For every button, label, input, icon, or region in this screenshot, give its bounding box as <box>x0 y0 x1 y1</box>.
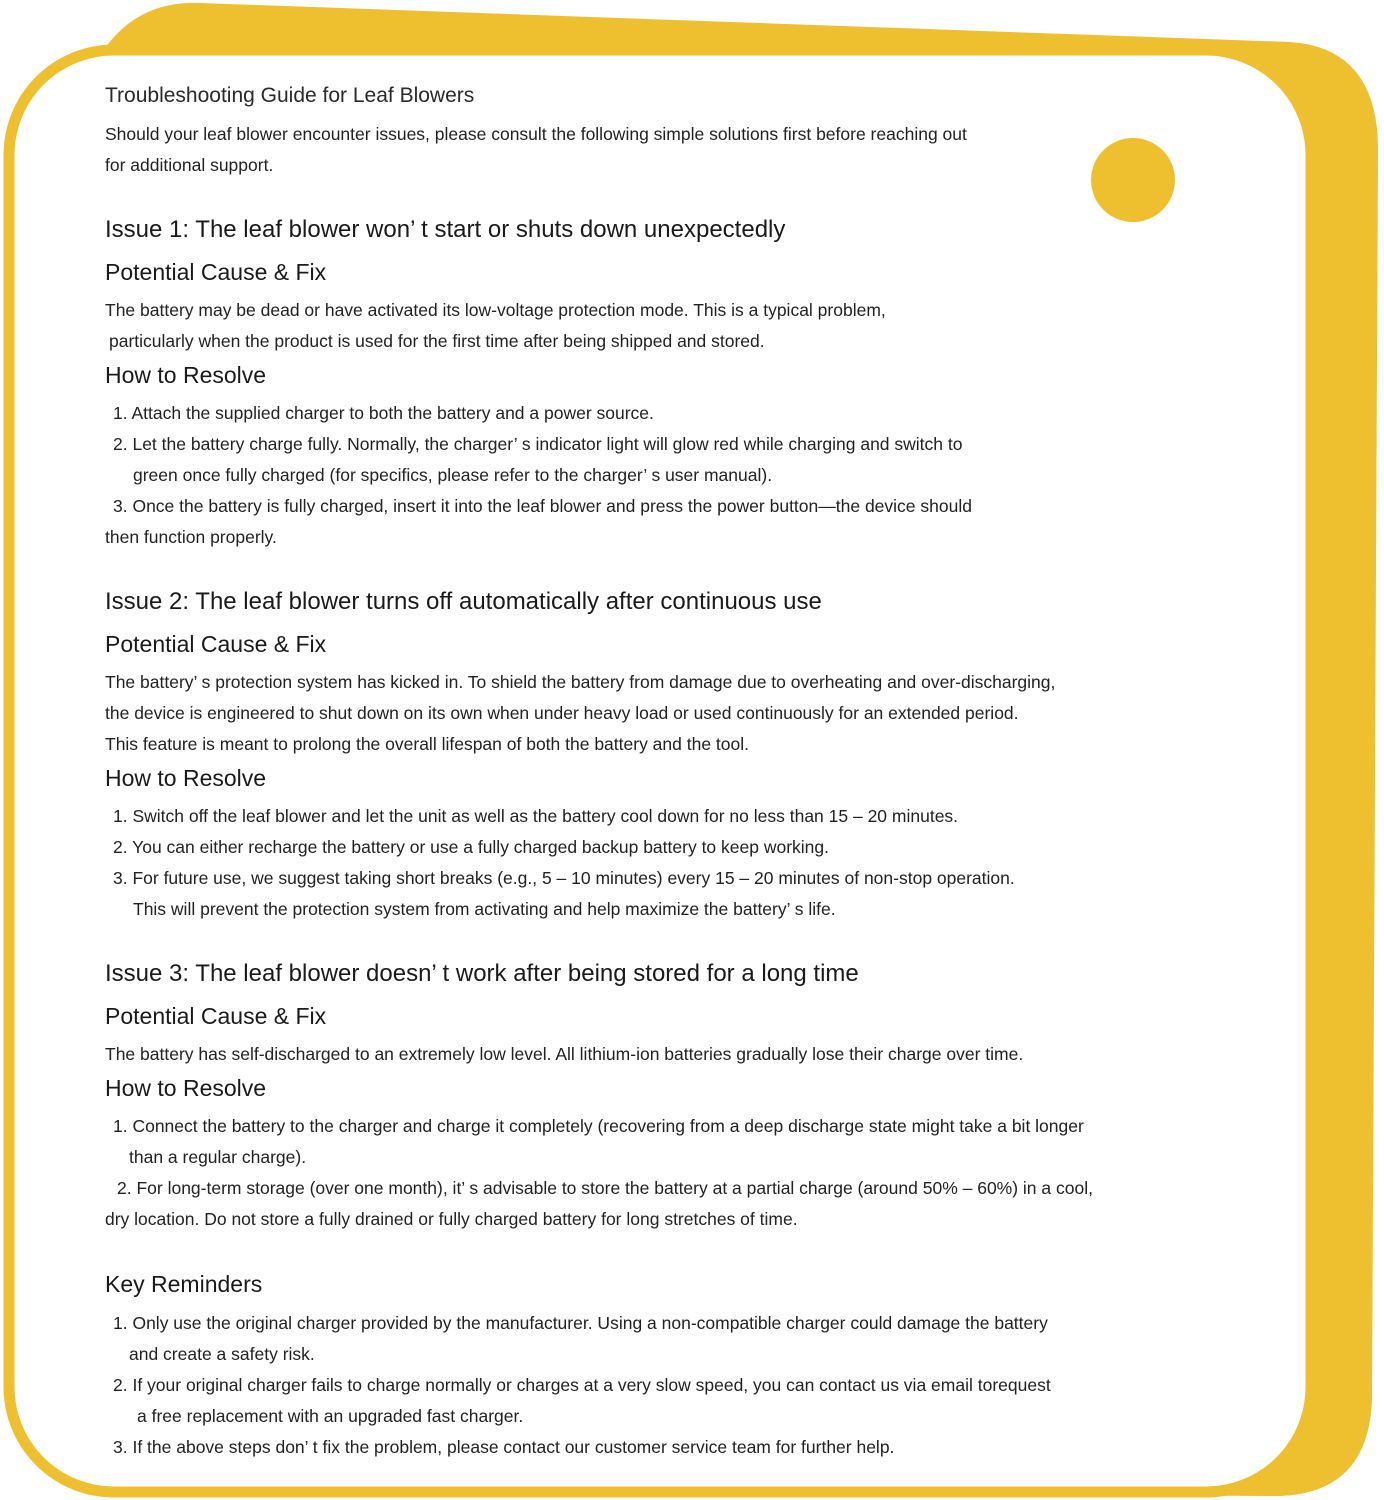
issue1-step: then function properly. <box>105 527 277 547</box>
reminder-item: 1. Only use the original charger provided by the manufacturer. Using a non-compatible charger could damage the battery <box>113 1313 1048 1333</box>
issue2-step: 2. You can either recharge the battery or use a fully charged backup battery to keep working. <box>113 837 829 857</box>
intro-line: for additional support. <box>105 155 274 175</box>
issue1-step: green once fully charged (for specifics, please refer to the charger’ s user manual). <box>133 465 773 485</box>
page-title: Troubleshooting Guide for Leaf Blowers <box>105 84 475 107</box>
reminder-item: a free replacement with an upgraded fast charger. <box>137 1406 524 1426</box>
reminder-item: 3. If the above steps don’ t fix the problem, please contact our customer service team for further help. <box>113 1437 895 1457</box>
issue1-step: 3. Once the battery is fully charged, insert it into the leaf blower and press the power button—the device should <box>113 496 972 516</box>
reminders-heading: Key Reminders <box>105 1271 263 1297</box>
issue1-resolve-heading: How to Resolve <box>105 362 267 388</box>
reminder-item: 2. If your original charger fails to charge normally or charges at a very slow speed, you can contact us via email torequest <box>113 1375 1051 1395</box>
issue1-step: 2. Let the battery charge fully. Normally, the charger’ s indicator light will glow red while charging and switch to <box>113 434 963 454</box>
issue2-cause-line: the device is engineered to shut down on its own when under heavy load or used continuously for an extended period. <box>105 703 1019 723</box>
issue3-cause-heading: Potential Cause & Fix <box>105 1003 327 1029</box>
issue1-step: 1. Attach the supplied charger to both the battery and a power source. <box>113 403 654 423</box>
issue2-cause-heading: Potential Cause & Fix <box>105 631 327 657</box>
issue2-step: 3. For future use, we suggest taking short breaks (e.g., 5 – 10 minutes) every 15 – 20 minutes of non-stop operation. <box>113 868 1015 888</box>
issue3-step: dry location. Do not store a fully drained or fully charged battery for long stretches of time. <box>105 1209 798 1229</box>
intro-line: Should your leaf blower encounter issues, please consult the following simple solutions first before reaching out <box>105 124 967 144</box>
issue2-heading: Issue 2: The leaf blower turns off automatically after continuous use <box>105 588 822 615</box>
issue1-cause-heading: Potential Cause & Fix <box>105 259 327 285</box>
issue1-heading: Issue 1: The leaf blower won’ t start or shuts down unexpectedly <box>105 216 786 243</box>
issue2-step: This will prevent the protection system from activating and help maximize the battery’ s life. <box>133 899 836 919</box>
issue3-step: than a regular charge). <box>129 1147 307 1167</box>
reminder-item: and create a safety risk. <box>129 1344 315 1364</box>
issue3-step: 2. For long-term storage (over one month), it’ s advisable to store the battery at a partial charge (around 50% – 60%) in a cool, <box>117 1178 1093 1198</box>
issue3-heading: Issue 3: The leaf blower doesn’ t work after being stored for a long time <box>105 960 859 987</box>
issue2-resolve-heading: How to Resolve <box>105 765 267 791</box>
issue3-step: 1. Connect the battery to the charger and charge it completely (recovering from a deep discharge state might take a bit longer <box>113 1116 1084 1136</box>
issue1-cause-line: The battery may be dead or have activated its low-voltage protection mode. This is a typical problem, <box>105 300 886 320</box>
issue3-resolve-heading: How to Resolve <box>105 1075 267 1101</box>
issue3-cause-line: The battery has self-discharged to an extremely low level. All lithium-ion batteries gradually lose their charge over time. <box>105 1044 1024 1064</box>
issue2-cause-line: The battery’ s protection system has kicked in. To shield the battery from damage due to overheating and over-discharging, <box>105 672 1056 692</box>
issue2-step: 1. Switch off the leaf blower and let the unit as well as the battery cool down for no less than 15 – 20 minutes. <box>113 806 959 826</box>
issue1-cause-line: particularly when the product is used for the first time after being shipped and stored. <box>109 331 765 351</box>
issue2-cause-line: This feature is meant to prolong the overall lifespan of both the battery and the tool. <box>105 734 750 754</box>
